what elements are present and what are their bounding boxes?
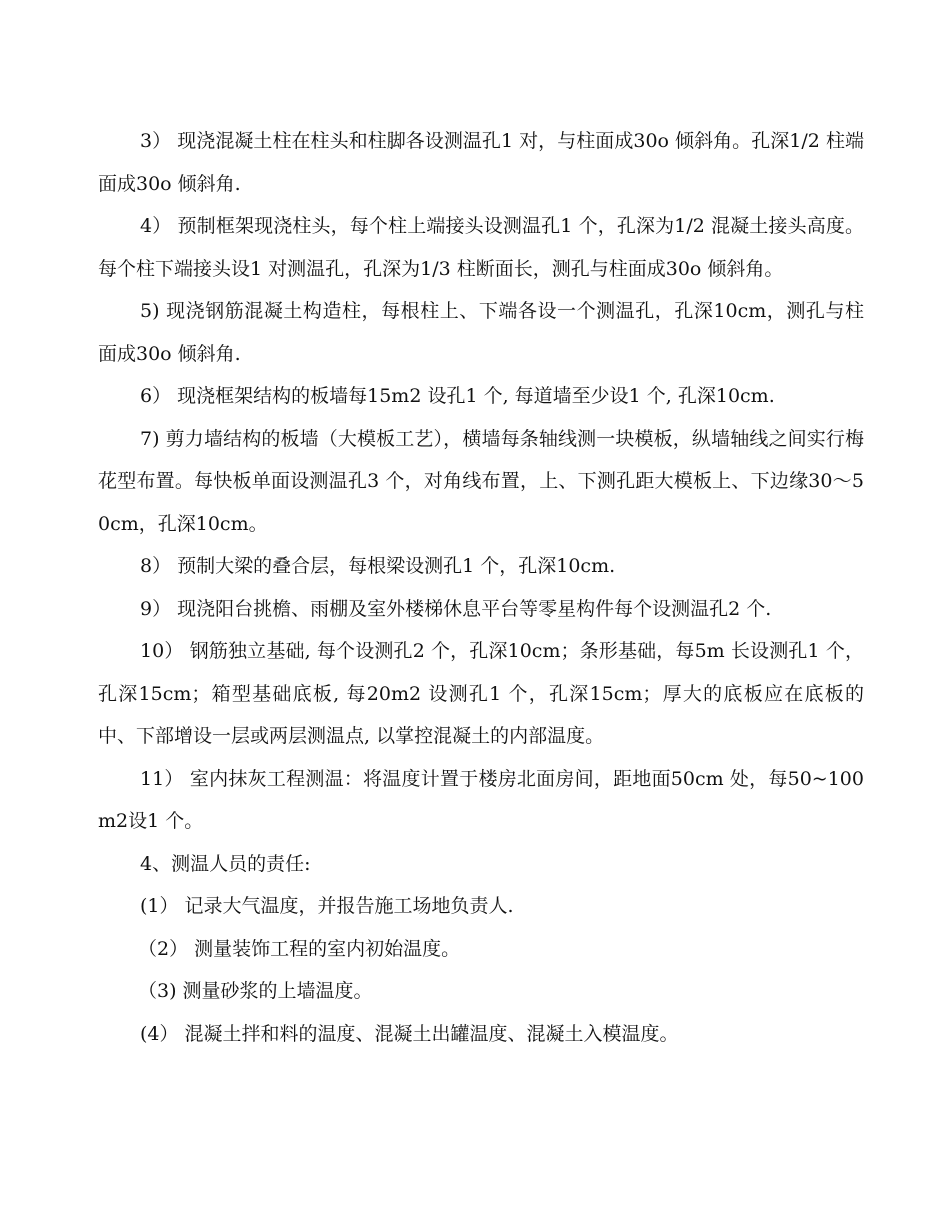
document-page: [98, 120, 864, 1055]
paragraph-item-3: 3） 现浇混凝土柱在柱头和柱脚各设测温孔1 对，与柱面成30o 倾斜角。孔深1/2 柱端面成30o 倾斜角.: [98, 130, 864, 195]
paragraph-item-6: 6） 现浇框架结构的板墙每15m2 设孔1 个, 每道墙至少设1 个, 孔深10cm.: [140, 385, 775, 407]
duty-item-2: （2） 测量装饰工程的室内初始温度。: [138, 937, 461, 960]
paragraph-item-8: 8） 预制大梁的叠合层，每根梁设测孔1 个，孔深10cm.: [140, 555, 616, 577]
paragraph-item-4: 4） 预制框架现浇柱头，每个柱上端接头设测温孔1 个，孔深为1/2 混凝土接头高度。每个柱下端接头设1 对测温孔，孔深为1/3 柱断面长，测孔与柱面成30o 倾斜角。: [98, 215, 864, 280]
paragraph-item-11: 11） 室内抹灰工程测温：将温度计置于楼房北面房间，距地面50cm 处，每50~100m2设1 个。: [98, 767, 864, 832]
duty-item-3: （3) 测量砂浆的上墙温度。: [138, 980, 373, 1002]
duty-item-4: (4） 混凝土拌和料的温度、混凝土出罐温度、混凝土入模温度。: [140, 1022, 679, 1045]
duty-item-1: (1） 记录大气温度，并报告施工场地负责人.: [140, 895, 514, 917]
paragraph-item-7: 7) 剪力墙结构的板墙（大模板工艺），横墙每条轴线测一块模板，纵墙轴线之间实行梅花型布置。每快板单面设测温孔3 个，对角线布置，上、下测孔距大模板上、下边缘30～50cm，孔深10cm。: [98, 427, 864, 535]
section-heading-responsibilities: 4、测温人员的责任:: [140, 852, 311, 875]
paragraph-item-5: 5) 现浇钢筋混凝土构造柱，每根柱上、下端各设一个测温孔，孔深10cm，测孔与柱面成30o 倾斜角.: [98, 300, 864, 365]
paragraph-item-10: 10） 钢筋独立基础, 每个设测孔2 个，孔深10cm；条形基础，每5m 长设测孔1 个，孔深15cm；箱型基础底板, 每20m2 设测孔1 个，孔深15cm；厚大的底板应在底板的中、下部增设一层或两层测温点, 以掌控混凝土的内部温度。: [98, 640, 864, 747]
paragraph-item-9: 9） 现浇阳台挑檐、雨棚及室外楼梯休息平台等零星构件每个设测温孔2 个.: [140, 597, 772, 620]
